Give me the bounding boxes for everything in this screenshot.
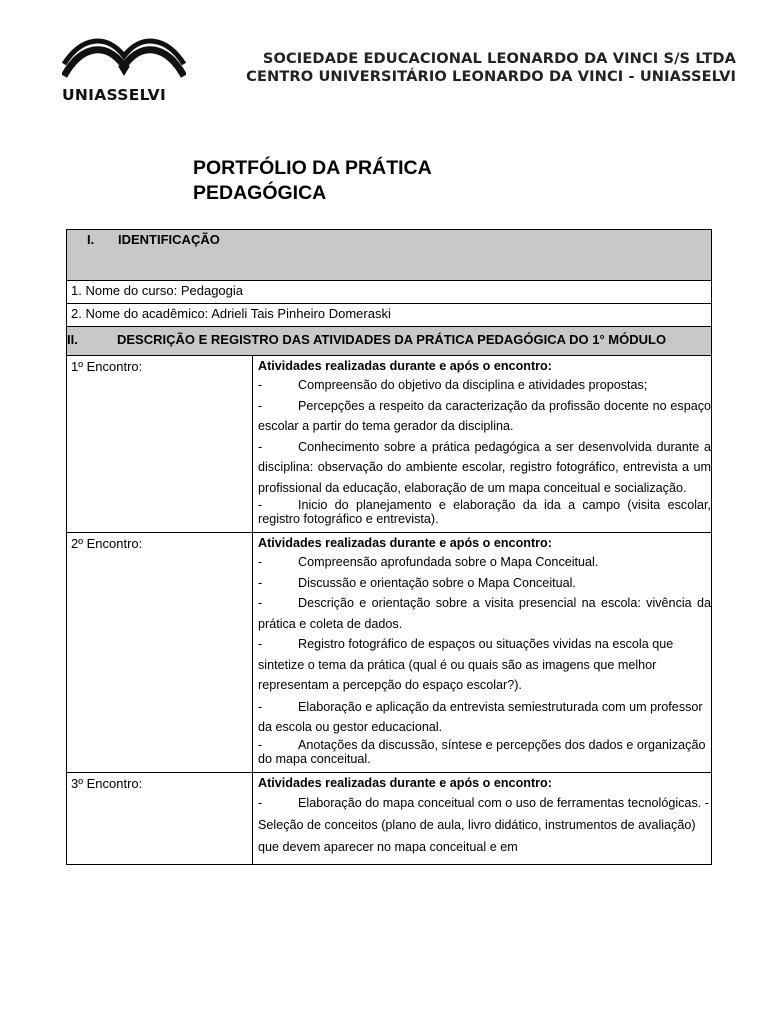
course-name: 1. Nome do curso: Pedagogia — [67, 281, 712, 304]
section-activities-header — [67, 327, 712, 356]
portfolio-table — [66, 229, 712, 865]
book-wings-icon — [62, 36, 186, 84]
institution-line-1: SOCIEDADE EDUCACIONAL LEONARDO DA VINCI S/S LTDA — [262, 50, 736, 67]
page-title — [193, 156, 432, 206]
page-header — [0, 0, 768, 120]
section-heading: DESCRIÇÃO E REGISTRO DAS ATIVIDADES DA PRÁTICA PEDAGÓGICA DO 1° MÓDULO — [117, 332, 667, 347]
section-number: I. — [87, 232, 95, 247]
list-item: - Compreensão aprofundada sobre o Mapa Conceitual. — [258, 555, 599, 569]
table-row — [67, 772, 712, 864]
encounter-label: 3º Encontro: — [67, 772, 253, 864]
list-item: - Conhecimento sobre a prática pedagógica a ser desenvolvida durante a disciplina: observação do ambiente escolar, registro fotográfico, entrevista a um profissional da educação, elaboração de um mapa conceitual e socialização. — [258, 439, 711, 495]
uniasselvi-logo — [62, 36, 186, 108]
list-item: - Registro fotográfico de espaços ou situações vividas na escola que sintetize o tema da prática (qual é ou quais são as imagens que melhor representam a percepção do espaço escolar?). — [258, 637, 674, 692]
activities-heading: Atividades realizadas durante e após o encontro: — [258, 536, 552, 550]
activities-heading: Atividades realizadas durante e após o encontro: — [258, 359, 552, 373]
institution-line-2: CENTRO UNIVERSITÁRIO LEONARDO DA VINCI - UNIASSELVI — [246, 68, 736, 85]
list-item: - Elaboração do mapa conceitual com o uso de ferramentas tecnológicas. - Seleção de conceitos (plano de aula, livro didático, instrumentos de avaliação) que devem aparecer no mapa conceitual e em — [258, 795, 709, 854]
encounter-activities — [253, 772, 712, 864]
list-item: - Inicio do planejamento e elaboração da ida a campo (visita escolar, registro fotográfico e entrevista). — [258, 498, 711, 526]
list-item: - Elaboração e aplicação da entrevista semiestruturada com um professor da escola ou gestor educacional. — [258, 699, 703, 734]
student-name: 2. Nome do acadêmico: Adrieli Tais Pinheiro Domeraski — [67, 304, 712, 327]
table-row — [67, 533, 712, 773]
list-item: - Compreensão do objetivo da disciplina e atividades propostas; — [258, 378, 648, 392]
activities-heading: Atividades realizadas durante e após o encontro: — [258, 775, 552, 790]
encounter-label: 2º Encontro: — [67, 533, 253, 773]
list-item: - Percepções a respeito da caracterização da profissão docente no espaço escolar a partir do tema gerador da disciplina. — [258, 398, 711, 433]
encounter-label: 1º Encontro: — [67, 356, 253, 533]
section-number: II. — [67, 332, 78, 347]
section-identification-header — [67, 230, 712, 281]
table-row — [67, 356, 712, 533]
list-item: - Anotações da discussão, síntese e percepções dos dados e organização do mapa conceitual. — [258, 737, 706, 766]
list-item: - Descrição e orientação sobre a visita presencial na escola: vivência da prática e coleta de dados. — [258, 596, 711, 631]
encounter-activities — [253, 356, 712, 533]
encounter-activities — [253, 533, 712, 773]
title-line-2: PEDAGÓGICA — [193, 182, 327, 204]
title-line-1: PORTFÓLIO DA PRÁTICA — [193, 157, 432, 179]
section-heading: IDENTIFICAÇÃO — [118, 232, 220, 247]
portfolio-document — [66, 229, 711, 865]
list-item: - Discussão e orientação sobre o Mapa Conceitual. — [258, 575, 576, 590]
logo-wordmark: UNIASSELVI — [62, 86, 167, 104]
institution-name — [246, 50, 736, 86]
